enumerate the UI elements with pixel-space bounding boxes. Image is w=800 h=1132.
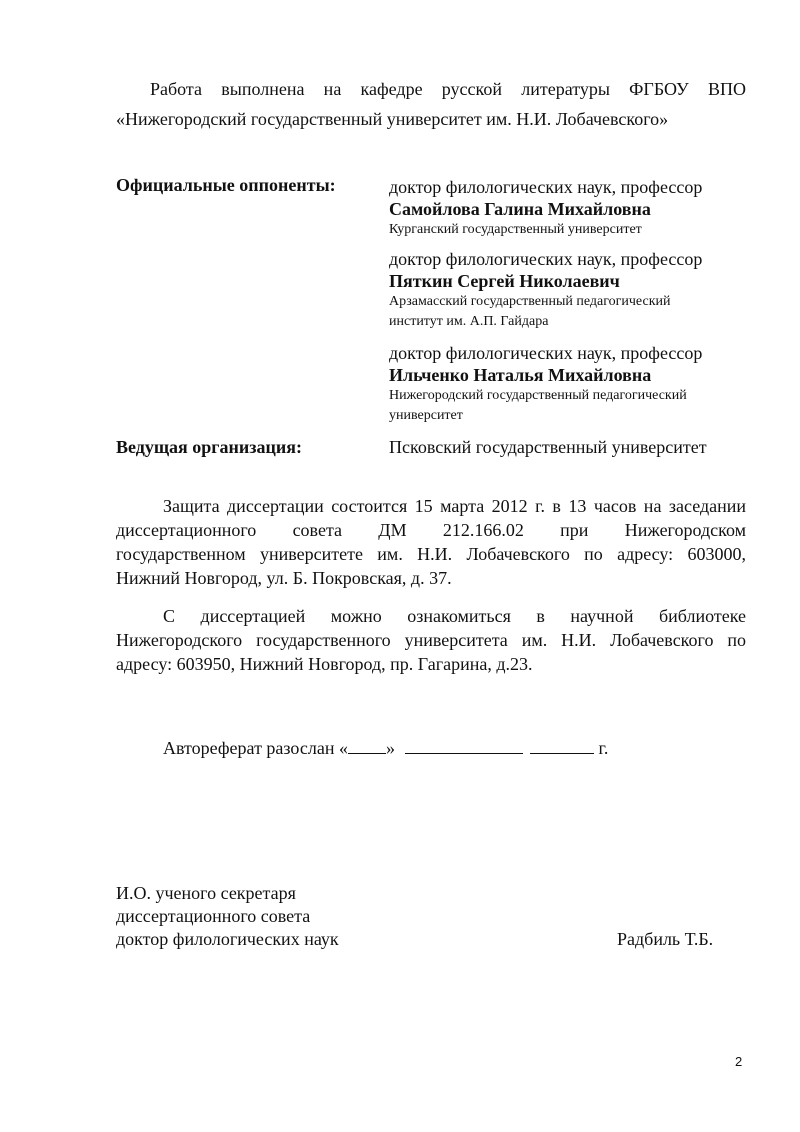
secretary-name: Радбиль Т.Б. — [617, 929, 714, 949]
opponent-degree: доктор филологических наук, профессор — [389, 249, 703, 269]
defense-line: Нижний Новгород, ул. Б. Покровская, д. 37. — [116, 568, 452, 588]
defense-line: Защита диссертации состоится 15 марта 2012 г. в 13 часов на заседании — [163, 496, 746, 516]
opponent-1 — [389, 176, 749, 239]
opponent-3 — [389, 342, 749, 425]
sent-prefix: Автореферат разослан « — [163, 738, 348, 758]
intro-line-1: Работа выполнена на кафедре русской литературы ФГБОУ ВПО — [150, 79, 746, 99]
lead-org-label: Ведущая организация: — [116, 437, 302, 457]
opponent-name: Пяткин Сергей Николаевич — [389, 271, 620, 291]
intro-paragraph — [116, 74, 746, 134]
opponent-institution: Арзамасский государственный педагогический — [389, 294, 671, 309]
secretary-line: доктор филологических наук — [116, 929, 339, 949]
opponent-institution: институт им. А.П. Гайдара — [389, 314, 549, 329]
day-blank — [348, 739, 386, 754]
defense-line: диссертационного совета ДМ 212.166.02 при Нижегородском — [116, 520, 746, 540]
secretary-line: диссертационного совета — [116, 906, 311, 926]
opponent-degree: доктор филологических наук, профессор — [389, 343, 703, 363]
secretary-block — [116, 882, 339, 951]
library-line: адресу: 603950, Нижний Новгород, пр. Гагарина, д.23. — [116, 654, 533, 674]
opponent-name: Ильченко Наталья Михайловна — [389, 365, 652, 385]
opponent-name: Самойлова Галина Михайловна — [389, 199, 651, 219]
page-number: 2 — [735, 1054, 743, 1069]
secretary-line: И.О. ученого секретаря — [116, 883, 296, 903]
opponent-institution: университет — [389, 408, 463, 423]
year-blank — [530, 739, 594, 754]
library-line: С диссертацией можно ознакомиться в научной библиотеке — [163, 606, 746, 626]
opponent-institution: Нижегородский государственный педагогический — [389, 388, 687, 403]
sent-middle: » — [385, 738, 395, 758]
opponent-degree: доктор филологических наук, профессор — [389, 177, 703, 197]
defense-paragraph — [116, 494, 746, 590]
sent-line — [163, 738, 608, 759]
intro-line-2: «Нижегородский государственный университет им. Н.И. Лобачевского» — [116, 109, 669, 129]
library-line: Нижегородского государственного университета им. Н.И. Лобачевского по — [116, 630, 746, 650]
lead-org-value: Псковский государственный университет — [389, 437, 707, 457]
defense-line: государственном университете им. Н.И. Лобачевского по адресу: 603000, — [116, 544, 746, 564]
opponent-2 — [389, 248, 749, 331]
library-paragraph — [116, 604, 746, 676]
month-blank — [405, 739, 523, 754]
sent-suffix: г. — [598, 738, 609, 758]
opponents-label: Официальные оппоненты: — [116, 175, 336, 195]
opponent-institution: Курганский государственный университет — [389, 222, 642, 237]
